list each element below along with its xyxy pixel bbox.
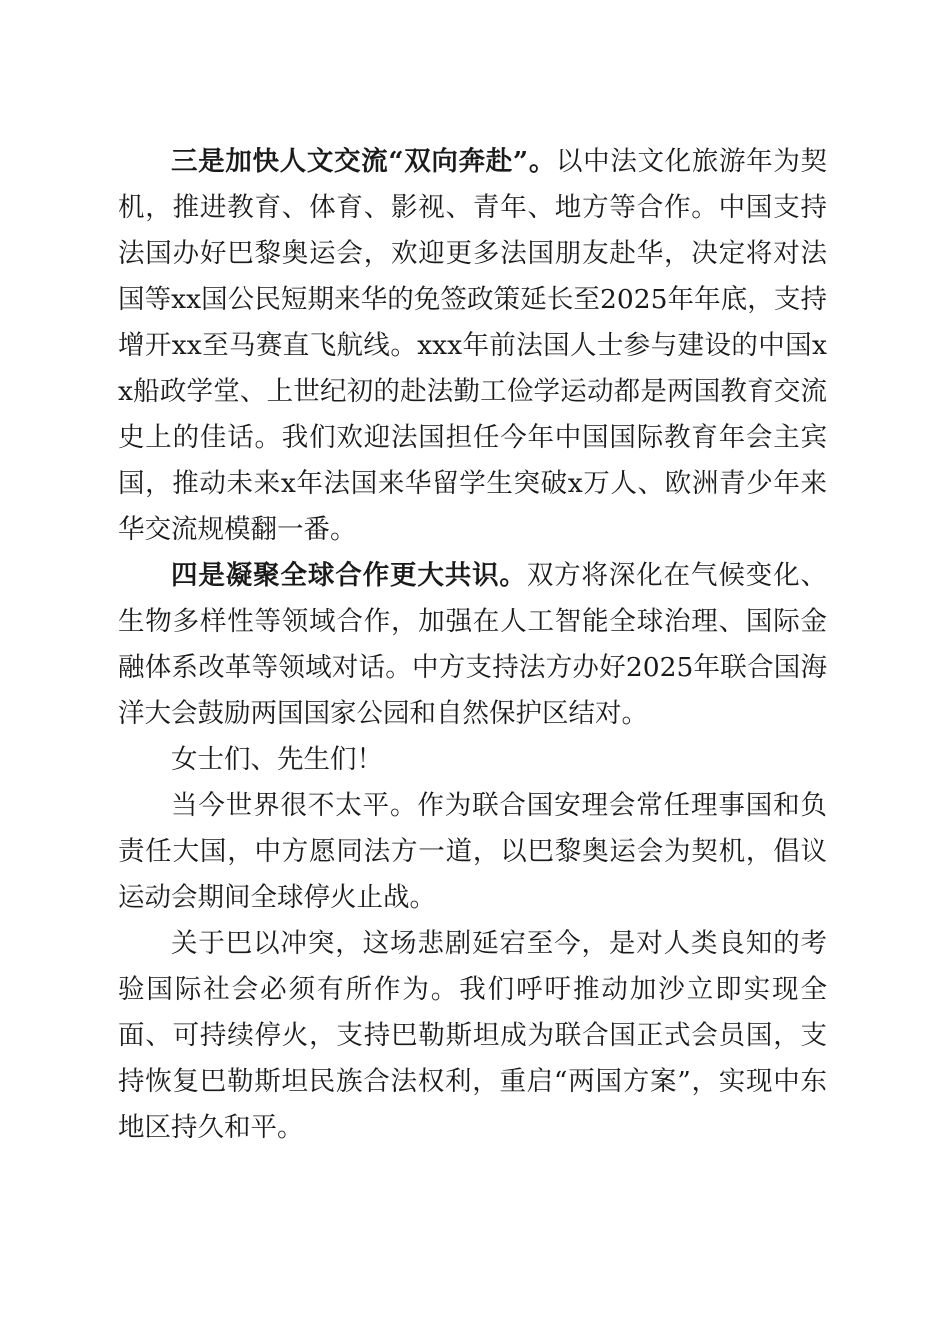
paragraph-people-exchange [118,139,827,553]
document-body [118,139,827,1151]
paragraph-text: 当今世界很不太平。作为联合国安理会常任理事国和负责任大国，中方愿同法方一道，以巴黎奥运会为契机，倡议运动会期间全球停火止战。 [118,790,827,913]
paragraph-text: 关于巴以冲突，这场悲剧延宕至今，是对人类良知的考验国际社会必须有所作为。我们呼吁推动加沙立即实现全面、可持续停火，支持巴勒斯坦成为联合国正式会员国，支持恢复巴勒斯坦民族合法权利，重启“两国方案”，实现中东地区持久和平。 [118,928,827,1143]
paragraph-lead: 四是凝聚全球合作更大共识。 [171,560,527,591]
paragraph-global-cooperation [118,553,827,737]
paragraph-middle-east [118,921,827,1151]
paragraph-text: 女士们、先生们！ [171,744,383,775]
paragraph-text: 双方将深化在气候变化、生物多样性等领域合作，加强在人工智能全球治理、国际金融体系改革等领域对话。中方支持法方办好2025年联合国海洋大会鼓励两国国家公园和自然保护区结对。 [118,560,828,729]
paragraph-lead: 三是加快人文交流“双向奔赴”。 [171,146,556,177]
paragraph-world-situation [118,783,827,921]
paragraph-text: 以中法文化旅游年为契机，推进教育、体育、影视、青年、地方等合作。中国支持法国办好巴黎奥运会，欢迎更多法国朋友赴华，决定将对法国等xx国公民短期来华的免签政策延长至2025年年底，支持增开xx至马赛直飞航线。xxx年前法国人士参与建设的中国xx船政学堂、上世纪初的赴法勤工俭学运动都是两国教育交流史上的佳话。我们欢迎法国担任今年中国国际教育年会主宾国，推动未来x年法国来华留学生突破x万人、欧洲青少年来华交流规模翻一番。 [118,146,827,545]
paragraph-salutation [118,737,827,783]
